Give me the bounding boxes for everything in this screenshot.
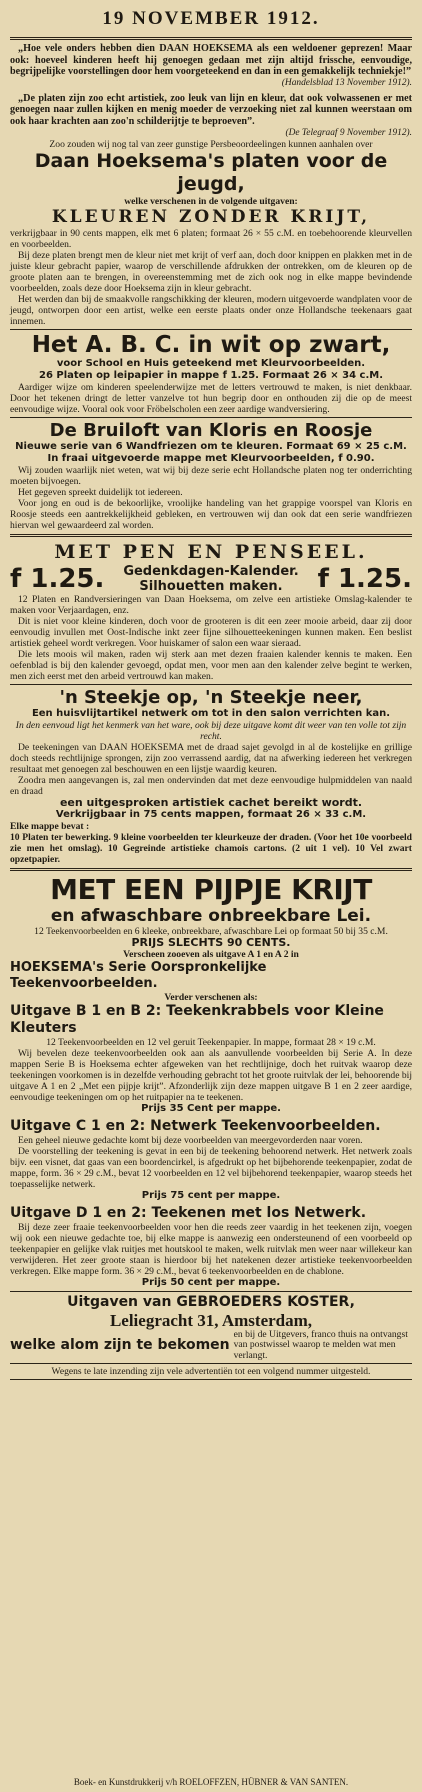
uitgave-title: Uitgave B 1 en B 2: Teekenkrabbels voor Kleine Kleuters [10, 1002, 384, 1036]
printer-footer: Boek- en Kunstdrukkerij v/h ROELOFFZEN, HÜBNER & VAN SANTEN. [73, 1777, 349, 1787]
body-paragraph: De teekeningen van DAAN HOEKSEMA met de draad sajet gevolgd in al de kostelijke en grillige doch steeds rechtlijnige sprongen, zijn zoo verrassend aardig, dat na afwerking iedereen het verkregen resultaat met genoegen zal beschouwen en een lijstje waardig keuren. [10, 741, 412, 775]
quote-source-2: (De Telegraaf 9 November 1912). [285, 127, 412, 138]
uitgave-title: Uitgave C 1 en 2: Netwerk Teekenvoorbeelden. [10, 1117, 381, 1134]
body-paragraph: 12 Platen en Randversieringen van Daan Hoeksema, om zelve een artistieke Omslag-kalender te maken voor Verjaardagen, enz. [10, 593, 412, 616]
body-paragraph: Voor jong en oud is de bekoorlijke, vroolijke handeling van het grappige voorspel van Kloris en Roosje steeds een aantrekkelijkheid gebleken, en vertrouwen wij dan ook dat een serie wandfriezen hiervan wel gewaardeerd zal worden. [10, 497, 412, 531]
body-paragraph: Het werden dan bij de smaakvolle rangschikking der kleuren, modern uitgevoerde wandplaten voor de jeugd, ontworpen door een artist, welke een eerste plaats onder onze Hollandsche teekenaars gaat innemen. [10, 293, 412, 327]
section-title: 'n Steekje op, 'n Steekje neer, [59, 686, 363, 708]
section-subtitle: welke verschenen in de volgende uitgaven: [124, 195, 298, 207]
section-title: Daan Hoeksema's platen voor de jeugd, [34, 149, 388, 195]
divider [10, 868, 412, 871]
section-subtitle: Nieuwe serie van 6 Wandfriezen om te kleuren. Formaat 69 × 25 c.M. In fraai uitgevoerde mappe met Kleurvoorbeelden, f 0.90. [15, 440, 407, 464]
body-paragraph: Bij deze zeer fraaie teekenvoorbeelden voor hen die reeds zeer vaardig in het teekenen zijn, voegen wij ook een nieuwe gedachte toe, bij elke mappe is aanwezig een ondersteunend of een voorbeeld op teekenpapier en gelijke vlak ruitjes met houtskool te maken, welk ruitvlak men weer naar willekeur kan verwijderen. Het zeer groote staan is hierdoor bij het natekenen dezer artistieke teekenvoorbeelden verkregen. Elke mappe form. 36 × 29 c.M., bevat 6 teekenvoorbeelden en de chablone. [10, 1221, 412, 1277]
divider [10, 1291, 412, 1292]
price-line: Prijs 50 cent per mappe. [141, 1276, 281, 1288]
body-line: 12 Teekenvoorbeelden en 6 kleeke, onbreekbare, afwaschbare Lei op formaat 50 bij 35 c.M. [34, 925, 388, 937]
emphasis-line: een uitgesproken artistiek cachet bereikt wordt. [59, 795, 363, 809]
divider [10, 1379, 412, 1380]
price-line: Verkrijgbaar in 75 cents mappen, formaat 26 × 33 c.M. [55, 808, 367, 820]
availability-row [10, 1330, 412, 1362]
intro-text: Zoo zouden wij nog tal van zeer gunstige Persbeoordeelingen kunnen aanhalen over [49, 138, 373, 150]
body-paragraph: Wij bevelen deze teekenvoorbeelden ook aan als aanvullende voorbeelden bij Serie A. In deze mappen Serie B is Hoeksema echter afgeweken van het rechtlijnige, doch het ruitvak waarop deze teekeningen voorkomen is in dezelfde verhouding gebracht tot het groote ruitvlak der lei, behoorende bij uitgave A 1 en 2 „Met een pijpje krijt”. Afzonderlijk zijn deze mappen uitgave B 1 en 2 zeer aardige, eenvoudige teekeningen om op het ruitpapier na te teekenen. [10, 1047, 413, 1103]
body-paragraph: Zoodra men aangevangen is, zal men ondervinden dat met deze eenvoudige hulpmiddelen van naald en draad [10, 774, 412, 797]
press-quote-2: „De platen zijn zoo echt artistiek, zoo leuk van lijn en kleur, dat ook volwassenen er met genoegen naar zullen kijken en menig moeder de verzoeking niet zal kunnen weerstaan om ook haar krachten aan zoo'n schilderijtje te beproeven”. [10, 92, 412, 127]
price-line: Prijs 35 Cent per mappe. [141, 1102, 281, 1114]
contents-heading: Elke mappe bevat : [10, 820, 90, 832]
body-paragraph: Het gegeven spreekt duidelijk tot iedereen. [18, 486, 183, 498]
price-right: f 1.25. [317, 563, 412, 594]
product-name: Gedenkdagen-Kalender. [123, 563, 299, 579]
closing-note: Wegens te late inzending zijn vele advertentiën tot een volgend nummer uitgesteld. [51, 1366, 371, 1378]
divider [10, 684, 412, 685]
uitgave-intro: Een geheel nieuwe gedachte komt bij deze voorbeelden van meergevorderden naar voren. [18, 1134, 363, 1146]
body-paragraph: De voorstelling der teekening is gevat in een bij de teekening behoorend netwerk. Het netwerk zoals bijv. een visnet, dat gaas van een boordencirkel, is afgedrukt op het bijbehorende teekenpapier, zodat de mappe, form. 36 × 29 c.M., bevat 12 voorbeelden en 12 vel bijbehorend teekenpapier, waarop steeds het toepasselijke netwerk. [10, 1145, 412, 1190]
availability-big: welke alom zijn te bekomen [10, 1337, 230, 1354]
section-title: MET PEN EN PENSEEL. [54, 540, 368, 563]
italic-line: In den eenvoud ligt het kenmerk van het ware, ook bij deze uitgave komt dit weer van ten volle tot zijn recht. [15, 719, 407, 742]
section-subtitle: en afwaschbare onbreekbare Lei. [50, 905, 372, 926]
divider [10, 534, 412, 537]
press-quote-1: „Hoe vele onders hebben dien DAAN HOEKSEMA als een weldoener geprezen! Maar ook: hoeveel kinderen heeft hij genoegen gedaan met zijn altijd frissche, eenvoudige, begrijpelijke voorstellingen door hem voorgeteekend en dan in een gemakkelijk techniekje!” [10, 43, 412, 78]
availability-small: en bij de Uitgevers, franco thuis na ontvangst van postwissel waarop te melden wat men verlangt. [233, 1328, 408, 1361]
section-subtitle: Een huisvlijtartikel netwerk om tot in den salon verrichten kan. [31, 707, 391, 719]
section-subtitle: voor School en Huis geteekend met Kleurvoorbeelden. [56, 357, 366, 369]
divider [10, 1363, 412, 1364]
divider [10, 37, 412, 40]
publisher-address: Leliegracht 31, Amsterdam, [109, 1310, 313, 1330]
contents-list: 10 Platen ter bewerking. 9 kleine voorbeelden ter kleurkeuze der draden. (Voor het 10e voorbeeld zie men het omslag). 10 Gegreinde artistieke chamois cartons. (2 uit 1 vel). 10 Vel zwart opzetpapier. [10, 831, 412, 865]
price-line: PRIJS SLECHTS 90 CENTS. [131, 935, 291, 949]
publisher-name: Uitgaven van GEBROEDERS KOSTER, [67, 1293, 355, 1310]
body-line: Verscheen zooeven als uitgave A 1 en A 2 in [123, 948, 299, 960]
body-line: Verder verschenen als: [164, 991, 258, 1003]
price-line: Prijs 75 cent per mappe. [141, 1189, 281, 1201]
quote-source-1: (Handelsblad 13 November 1912). [281, 77, 412, 88]
price-left: f 1.25. [10, 563, 105, 594]
body-paragraph: Aardiger wijze om kinderen speelenderwijze met de letters vertrouwd te maken, is niet denkbaar. Door het tekenen dringt de letter vanzelve tot hun begrip door en onthouden zij die op de meest eenvoudige wijze. Vooral ook voor Fröbelscholen een zeer aardige wandversiering. [10, 381, 412, 415]
section-title: De Bruiloft van Kloris en Roosje [49, 419, 373, 441]
body-paragraph: Dit is niet voor kleine kinderen, doch voor de grooteren is dit een zeer mooie arbeid, daar zij door eenvoudig invullen met Oost-Indische inkt zeer fijne silhouetteekeningen kunnen maken. Een beslist artistiek geheel wordt verkregen. Voor huiskamer of salon een waar sieraad. [10, 615, 412, 649]
product-name: Silhouetten maken. [139, 578, 283, 594]
body-paragraph: Wij zouden waarlijk niet weten, wat wij bij deze serie echt Hollandsche platen nog ter onderrichting moeten bijvoegen. [10, 464, 412, 487]
series-title: HOEKSEMA's Serie Oorspronkelijke Teekenvoorbeelden. [10, 959, 267, 991]
page-date: 19 NOVEMBER 1912. [102, 8, 320, 29]
price-line: 26 Platen op leipapier in mappe f 1.25. Formaat 26 × 34 c.M. [39, 369, 383, 381]
body-paragraph: Bij deze platen brengt men de kleur niet met krijt of verf aan, doch door knippen en plakken met in de juiste kleur gebracht papier, waarop de verschillende afdrukken der ontrekken, om de kleuren op de groote platen aan te brengen, in overeenstemming met de zich ook nog in elke mappe bevindende voorbeelden, zoals deze door Hoeksema zijn in kleur gebracht. [10, 249, 412, 294]
section-title: Het A. B. C. in wit op zwart, [31, 331, 391, 358]
body-paragraph: Die lets moois wil maken, raden wij sterk aan met dezen fraaien kalender kennis te maken. Een oefenblad is bij den kalender gevoegd, opdat men, voor men aan den kalender zelve begint te werken, men zich eerst met den arbeid vertrouwd kan maken. [10, 648, 412, 682]
section-title: MET EEN PIJPJE KRIJT [50, 872, 372, 906]
section-heading: KLEUREN ZONDER KRIJT, [51, 206, 371, 227]
price-row [10, 564, 412, 594]
product-names [123, 564, 298, 594]
body-paragraph: verkrijgbaar in 90 cents mappen, elk met 6 platen; formaat 26 × 55 c.M. en toebehoorende kleurvellen en voorbeelden. [10, 227, 412, 250]
uitgave-intro: 12 Teekenvoorbeelden en 12 vel geruit Teekenpapier. In mappe, formaat 28 × 19 c.M. [46, 1036, 376, 1048]
divider [10, 329, 412, 330]
uitgave-title: Uitgave D 1 en 2: Teekenen met los Netwerk. [10, 1204, 367, 1221]
divider [10, 417, 412, 418]
